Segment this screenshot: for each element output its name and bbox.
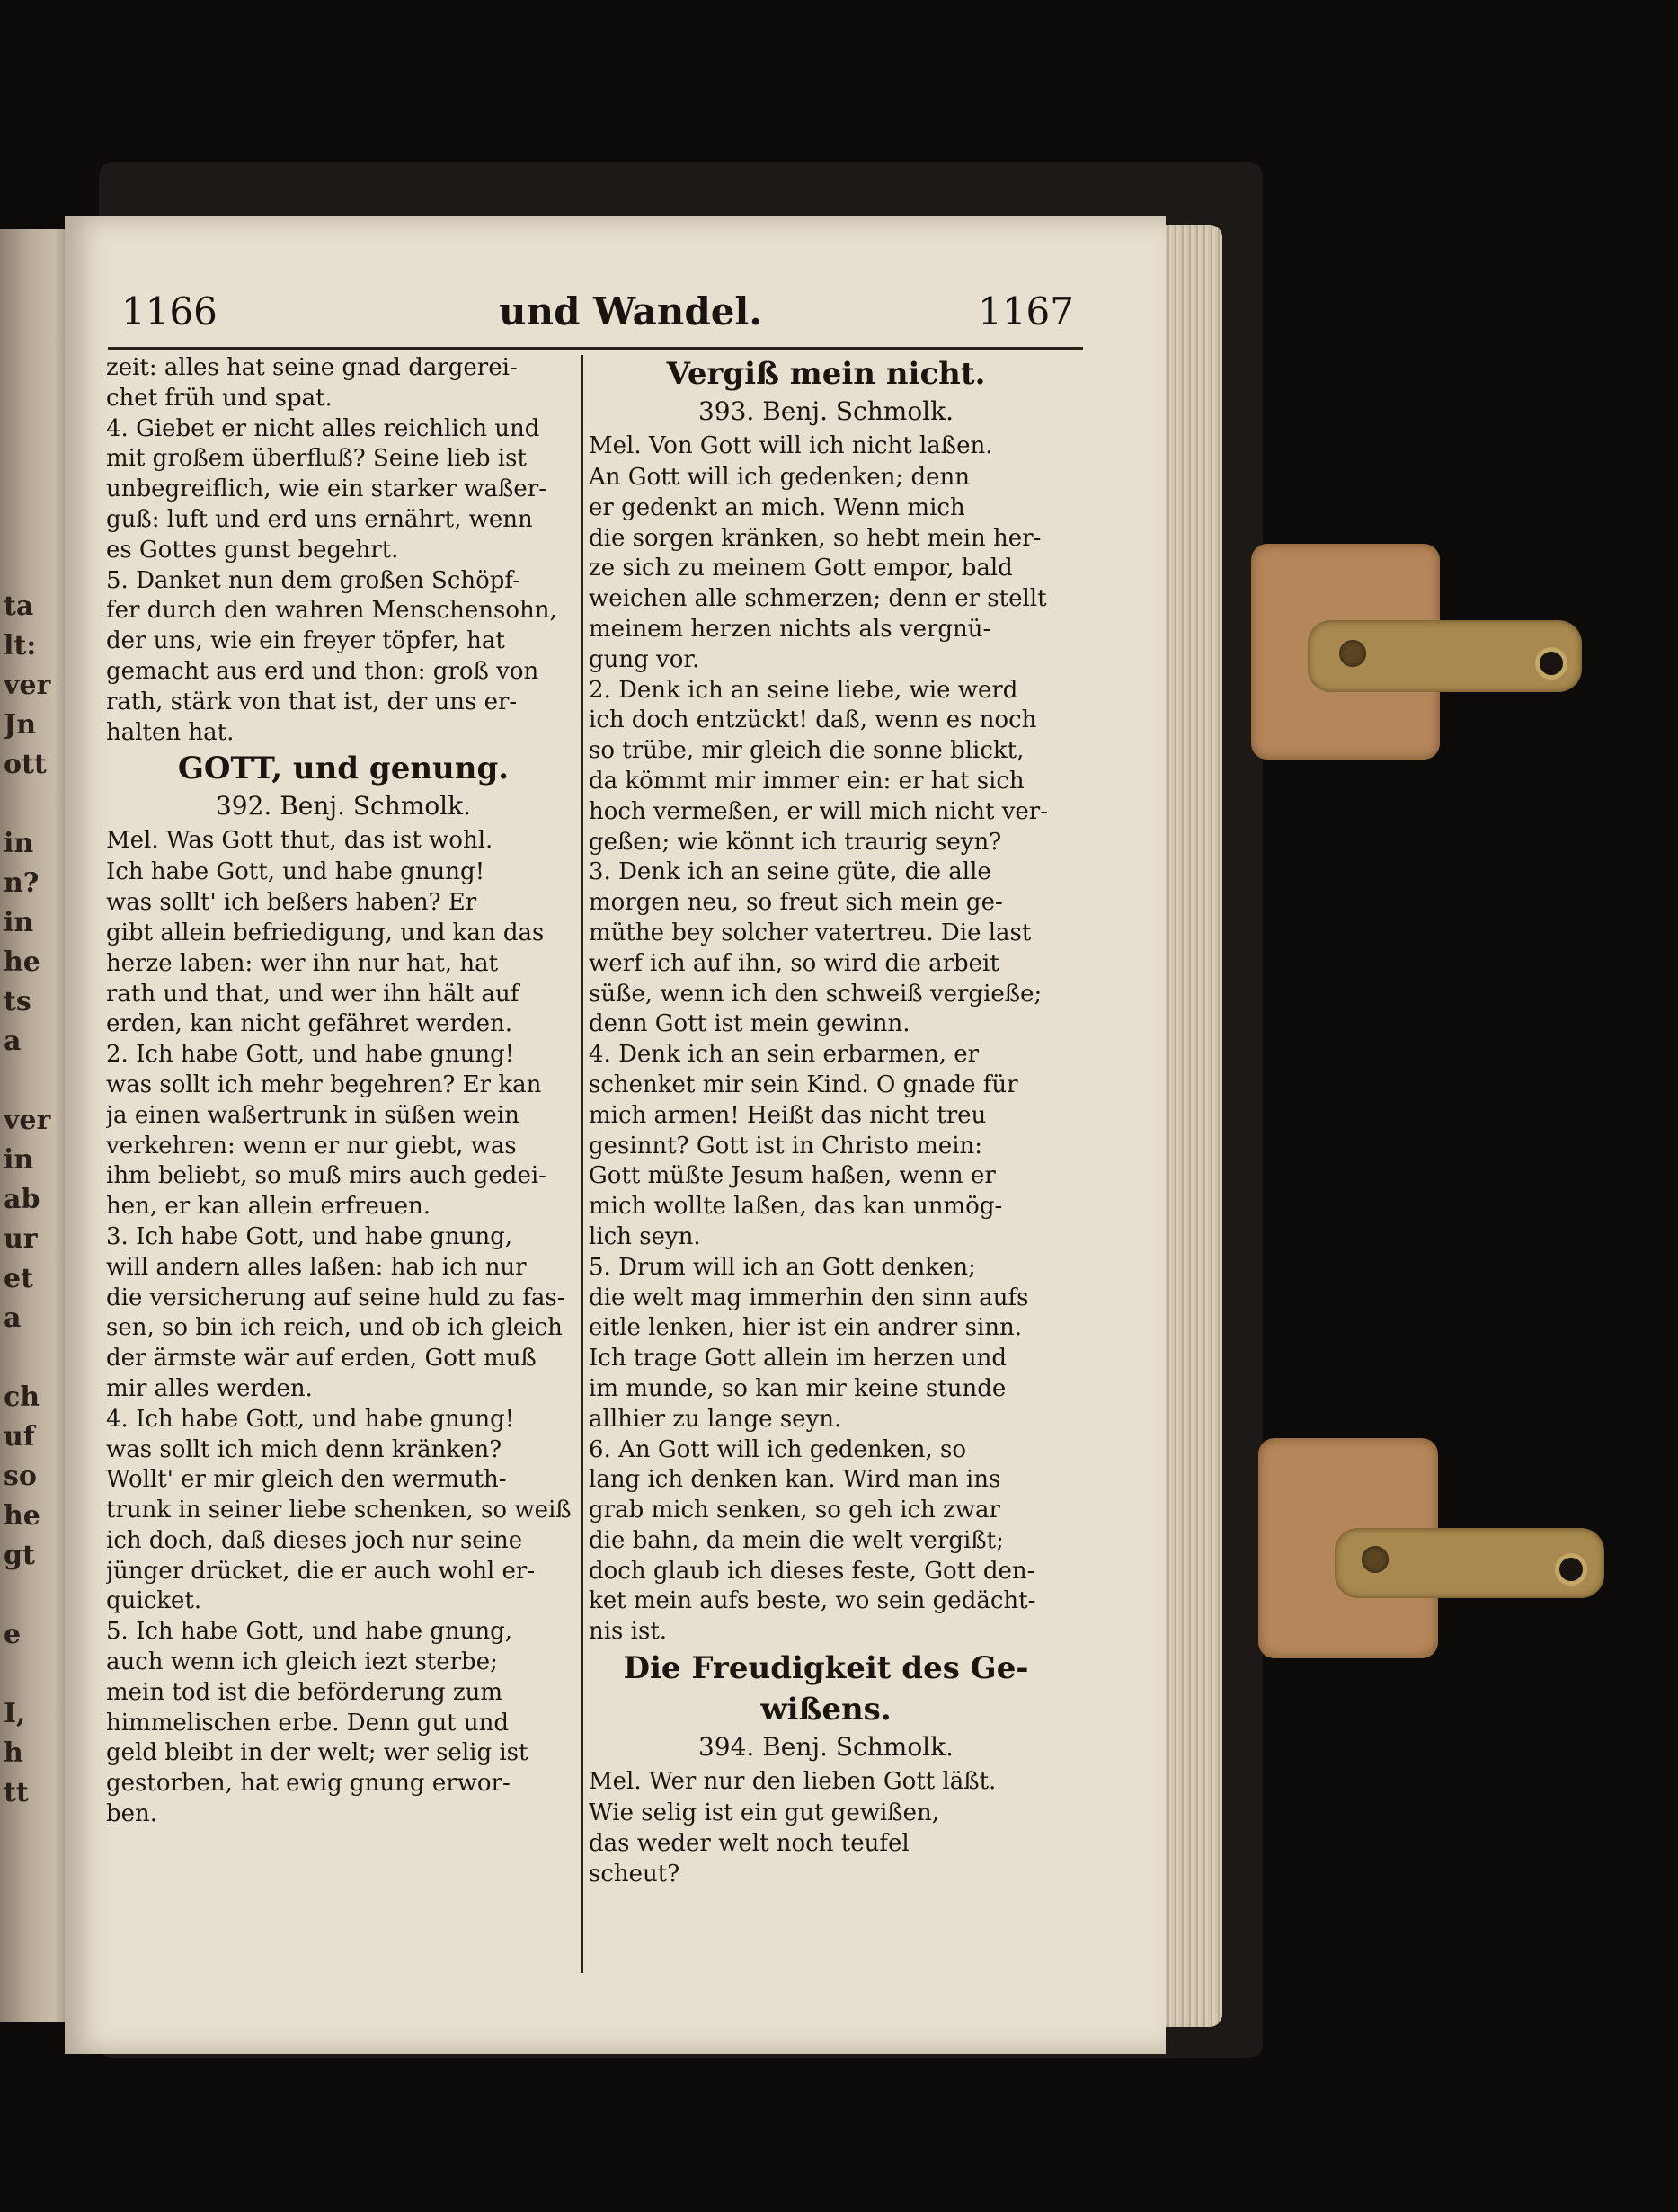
text-line: geld bleibt in der welt; wer selig ist <box>106 1739 528 1767</box>
text-line: mich armen! Heißt das nicht treu <box>589 1101 987 1129</box>
margin-fragment <box>4 1657 61 1696</box>
text-line: so trübe, mir gleich die sonne blickt, <box>589 737 1025 765</box>
hymn-number-author: 392. Benj. Schmolk. <box>215 791 472 822</box>
text-line: Wie selig ist ein gut gewißen, <box>589 1799 940 1827</box>
text-line: rath und that, und wer ihn hält auf <box>106 980 519 1008</box>
text-line: lang ich denken kan. Wird man ins <box>589 1466 1001 1494</box>
text-line: mich wollte laßen, das kan unmög- <box>589 1193 1003 1221</box>
text-line: werf ich auf ihn, so wird die arbeit <box>589 949 999 977</box>
text-line: 5. Danket nun dem großen Schöpf- <box>106 566 520 594</box>
text-line: 3. Denk ich an seine güte, die alle <box>589 858 991 886</box>
text-line: gung vor. <box>589 645 700 673</box>
text-line: sen, so bin ich reich, und ob ich gleich <box>106 1314 563 1342</box>
hymn-title: GOTT, und genung. <box>177 751 510 787</box>
text-line: ihm beliebt, so muß mirs auch gedei- <box>106 1162 546 1190</box>
margin-fragment: ch <box>4 1381 40 1413</box>
text-line: will andern alles laßen: hab ich nur <box>106 1253 527 1281</box>
text-line: verkehren: wenn er nur giebt, was <box>106 1132 517 1159</box>
text-line: hoch vermeßen, er will mich nicht ver- <box>589 797 1048 825</box>
text-line: die bahn, da mein die welt vergißt; <box>589 1526 1004 1554</box>
margin-fragment: e <box>4 1619 22 1650</box>
previous-page-edge <box>0 229 72 2022</box>
text-line: mit großem überfluß? Seine lieb ist <box>106 445 527 473</box>
text-line: Wollt' er mir gleich den wermuth- <box>106 1466 507 1494</box>
text-line: 2. Denk ich an seine liebe, wie werd <box>589 676 1018 704</box>
text-line: morgen neu, so freut sich mein ge- <box>589 889 1003 917</box>
margin-fragment: gt <box>4 1540 35 1571</box>
running-head: und Wandel. <box>499 289 762 333</box>
text-line: schenket mir sein Kind. O gnade für <box>589 1070 1018 1098</box>
margin-fragment: in <box>4 907 34 938</box>
hymn-number-author: 394. Benj. Schmolk. <box>697 1732 954 1763</box>
text-line: An Gott will ich gedenken; denn <box>589 464 970 491</box>
text-line: müthe bey solcher vatertreu. Die last <box>589 919 1032 946</box>
text-line: der uns, wie ein freyer töpfer, hat <box>106 627 505 655</box>
text-line: gestorben, hat ewig gnung erwor- <box>106 1770 511 1798</box>
margin-fragment: ver <box>4 670 51 701</box>
text-line: die versicherung auf seine huld zu fas- <box>106 1284 565 1311</box>
text-line: ben. <box>106 1800 158 1828</box>
text-line: 5. Ich habe Gott, und habe gnung, <box>106 1618 513 1646</box>
text-line: mir alles werden. <box>106 1374 313 1402</box>
text-line: nis ist. <box>589 1618 668 1646</box>
margin-fragment: ur <box>4 1223 38 1255</box>
margin-fragment: n? <box>4 867 40 899</box>
text-line: grab mich senken, so geh ich zwar <box>589 1497 1000 1524</box>
right-page-number: 1167 <box>978 289 1074 333</box>
text-line: was sollt ich mich denn kränken? <box>106 1435 502 1463</box>
margin-fragment <box>4 1340 61 1380</box>
margin-fragment: ott <box>4 749 47 780</box>
text-line: er gedenkt an mich. Wenn mich <box>589 493 965 521</box>
text-line: trunk in seiner liebe schenken, so weiß <box>106 1497 572 1524</box>
text-line: quicket. <box>106 1587 202 1615</box>
text-line: hen, er kan allein erfreuen. <box>106 1193 431 1221</box>
margin-fragment: in <box>4 828 34 859</box>
melody-line: Mel. Was Gott thut, das ist wohl. <box>106 827 493 855</box>
text-line: jünger drücket, die er auch wohl er- <box>106 1557 536 1585</box>
margin-fragment: lt: <box>4 630 37 662</box>
text-line: lich seyn. <box>589 1222 701 1250</box>
text-line: die sorgen kränken, so hebt mein her- <box>589 524 1042 552</box>
text-line: ich doch entzückt! daß, wenn es noch <box>589 706 1037 734</box>
text-line: da kömmt mir immer ein: er hat sich <box>589 767 1025 795</box>
text-line: erden, kan nicht gefähret werden. <box>106 1010 513 1038</box>
text-line: auch wenn ich gleich iezt sterbe; <box>106 1648 498 1676</box>
margin-fragment <box>4 1577 61 1617</box>
text-line: herze laben: wer ihn nur hat, hat <box>106 949 499 977</box>
text-line: 4. Ich habe Gott, und habe gnung! <box>106 1405 515 1433</box>
text-line: ze sich zu meinem Gott empor, bald <box>589 555 1013 582</box>
left-margin-fragments <box>4 589 61 1815</box>
text-line: halten hat. <box>106 718 235 746</box>
text-line: süße, wenn ich den schweiß vergieße; <box>589 980 1043 1008</box>
text-line: es Gottes gunst begehrt. <box>106 536 399 564</box>
margin-fragment: a <box>4 1302 22 1334</box>
text-line: Ich habe Gott, und habe gnung! <box>106 858 485 886</box>
text-line: 6. An Gott will ich gedenken, so <box>589 1435 967 1463</box>
margin-fragment: ta <box>4 591 34 622</box>
text-line: himmelischen erbe. Denn gut und <box>106 1709 510 1737</box>
text-line: ket mein aufs beste, wo sein gedächt- <box>589 1587 1036 1615</box>
text-line: fer durch den wahren Menschensohn, <box>106 597 557 625</box>
text-line: 5. Drum will ich an Gott denken; <box>589 1253 976 1281</box>
margin-fragment: I, <box>4 1698 26 1729</box>
text-line: der ärmste wär auf erden, Gott muß <box>106 1345 537 1373</box>
text-line: im munde, so kan mir keine stunde <box>589 1374 1007 1402</box>
page-header <box>121 289 1074 343</box>
margin-fragment: tt <box>4 1777 29 1808</box>
text-line: ja einen waßertrunk in süßen wein <box>106 1101 519 1129</box>
margin-fragment: he <box>4 1500 40 1532</box>
text-line: chet früh und spat. <box>106 384 333 412</box>
text-line: ich doch, daß dieses joch nur seine <box>106 1526 523 1554</box>
text-line: rath, stärk von that ist, der uns er- <box>106 688 518 715</box>
margin-fragment: uf <box>4 1421 35 1452</box>
text-line: eitle lenken, hier ist ein andrer sinn. <box>589 1314 1023 1342</box>
margin-fragment: ab <box>4 1184 40 1215</box>
text-line: unbegreiflich, wie ein starker waßer- <box>106 475 547 503</box>
margin-fragment: Jn <box>4 709 37 741</box>
text-line: 2. Ich habe Gott, und habe gnung! <box>106 1041 515 1069</box>
margin-fragment: ver <box>4 1105 51 1136</box>
margin-fragment: he <box>4 946 40 978</box>
text-line: 3. Ich habe Gott, und habe gnung, <box>106 1222 513 1250</box>
text-line: mein tod ist die beförderung zum <box>106 1678 503 1706</box>
text-line: gibt allein befriedigung, und kan das <box>106 919 545 946</box>
text-line: denn Gott ist mein gewinn. <box>589 1010 910 1038</box>
hymn-title: Die Freudigkeit des Ge- <box>623 1650 1029 1687</box>
page-fore-edge <box>1158 225 1222 2027</box>
text-line: geßen; wie könnt ich traurig seyn? <box>589 828 1002 856</box>
header-rule <box>108 347 1083 350</box>
text-line: was sollt' ich beßers haben? Er <box>106 889 477 917</box>
text-line: Ich trage Gott allein im herzen und <box>589 1345 1007 1373</box>
text-line: gesinnt? Gott ist in Christo mein: <box>589 1132 983 1159</box>
left-column <box>106 353 581 1830</box>
left-page-number: 1166 <box>121 289 218 333</box>
margin-fragment: so <box>4 1461 37 1492</box>
margin-fragment: a <box>4 1026 22 1057</box>
text-line: Gott müßte Jesum haßen, wenn er <box>589 1162 996 1190</box>
text-line: gemacht aus erd und thon: groß von <box>106 657 539 685</box>
text-line: 4. Giebet er nicht alles reichlich und <box>106 414 540 442</box>
margin-fragment <box>4 786 61 826</box>
text-line: 4. Denk ich an sein erbarmen, er <box>589 1041 980 1069</box>
margin-fragment: h <box>4 1737 23 1769</box>
text-line: was sollt ich mehr begehren? Er kan <box>106 1070 542 1098</box>
text-line: das weder welt noch teufel <box>589 1829 910 1857</box>
text-line: weichen alle schmerzen; denn er stellt <box>589 585 1047 613</box>
text-line: die welt mag immerhin den sinn aufs <box>589 1284 1029 1311</box>
margin-fragment: et <box>4 1263 33 1294</box>
text-line: meinem herzen nichts als vergnü- <box>589 615 991 643</box>
melody-line: Mel. Wer nur den lieben Gott läßt. <box>589 1768 997 1796</box>
hymn-number-author: 393. Benj. Schmolk. <box>697 396 954 426</box>
text-line: scheut? <box>589 1860 680 1888</box>
hymn-title: wißens. <box>760 1692 892 1728</box>
margin-fragment: in <box>4 1144 34 1176</box>
text-line: doch glaub ich dieses feste, Gott den- <box>589 1557 1035 1585</box>
text-line: guß: luft und erd uns ernährt, wenn <box>106 505 533 533</box>
margin-fragment: ts <box>4 986 31 1017</box>
text-line: allhier zu lange seyn. <box>589 1405 842 1433</box>
column-rule <box>581 355 583 1973</box>
right-column <box>589 353 1063 1889</box>
hymn-title: Vergiß mein nicht. <box>666 356 986 392</box>
margin-fragment <box>4 1063 61 1103</box>
text-line: zeit: alles hat seine gnad dargerei- <box>106 354 518 381</box>
melody-line: Mel. Von Gott will ich nicht laßen. <box>589 432 993 459</box>
